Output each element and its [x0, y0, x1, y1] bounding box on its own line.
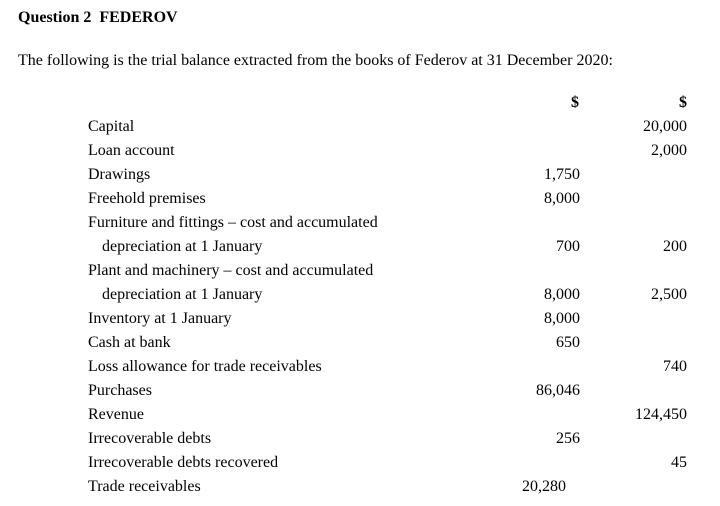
row-label: Trade receivables [88, 478, 201, 495]
credit-value: 740 [663, 358, 687, 375]
credit-column-header: $ [679, 94, 687, 111]
table-row [0, 331, 720, 355]
table-row [0, 115, 720, 139]
table-row [0, 187, 720, 211]
question-label: Question 2 [18, 9, 92, 26]
row-label: Cash at bank [88, 334, 171, 351]
credit-value: 2,500 [651, 286, 687, 303]
credit-value: 200 [663, 238, 687, 255]
debit-column-header: $ [571, 94, 579, 111]
row-label: Drawings [88, 166, 151, 183]
credit-value: 2,000 [651, 142, 687, 159]
table-row [0, 307, 720, 331]
table-row [0, 427, 720, 451]
debit-value: 1,750 [544, 166, 580, 183]
table-row [0, 475, 720, 499]
table-row [0, 211, 720, 235]
table-row [0, 163, 720, 187]
credit-value: 124,450 [635, 406, 687, 423]
row-label: Loss allowance for trade receivables [88, 358, 322, 375]
debit-value: 8,000 [544, 190, 580, 207]
debit-value: 650 [556, 334, 580, 351]
debit-value: 700 [556, 238, 580, 255]
row-label: Revenue [88, 406, 144, 423]
row-label: Irrecoverable debts recovered [88, 454, 279, 471]
row-label: Inventory at 1 January [88, 310, 232, 327]
debit-value: 20,280 [522, 478, 566, 495]
table-row [0, 451, 720, 475]
debit-value: 256 [556, 430, 580, 447]
debit-value: 8,000 [544, 310, 580, 327]
row-label: Irrecoverable debts [88, 430, 212, 447]
row-label: Furniture and fittings – cost and accumulated [88, 214, 378, 231]
row-label: depreciation at 1 January [102, 238, 263, 255]
row-label: Loan account [88, 142, 175, 159]
credit-value: 20,000 [643, 118, 687, 135]
debit-value: 86,046 [536, 382, 580, 399]
table-row [0, 355, 720, 379]
row-label: Plant and machinery – cost and accumulated [88, 262, 374, 279]
row-label: Capital [88, 118, 135, 135]
table-row [0, 283, 720, 307]
table-row [0, 379, 720, 403]
table-row [0, 259, 720, 283]
table-row [0, 403, 720, 427]
row-label: Freehold premises [88, 190, 206, 207]
question-name: FEDEROV [99, 9, 178, 26]
debit-value: 8,000 [544, 286, 580, 303]
intro-text: The following is the trial balance extracted from the books of Federov at 31 December 2020: [18, 52, 613, 69]
row-label: Purchases [88, 382, 152, 399]
table-row [0, 235, 720, 259]
row-label: depreciation at 1 January [102, 286, 263, 303]
table-row [0, 139, 720, 163]
credit-value: 45 [671, 454, 687, 471]
